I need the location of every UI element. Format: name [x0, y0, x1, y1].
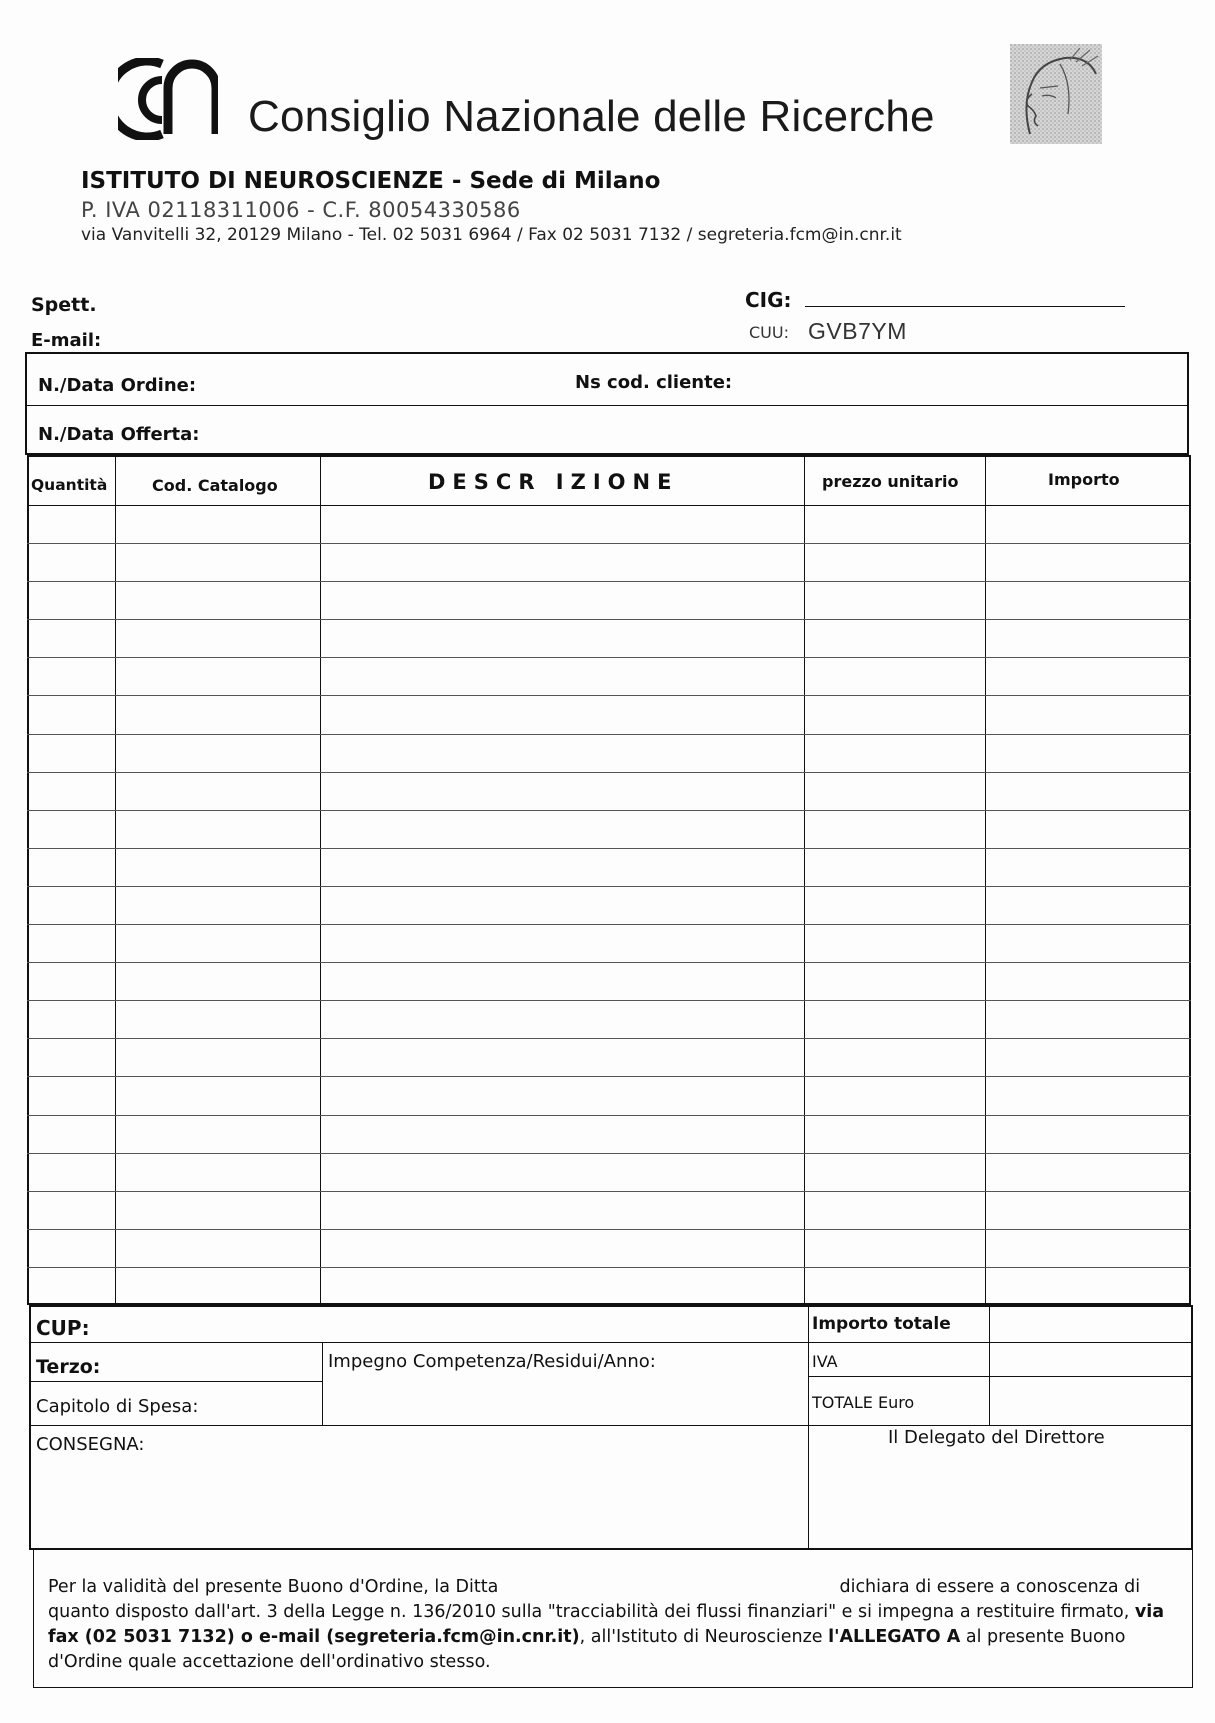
table-row[interactable] — [27, 1038, 1191, 1039]
legal-text-allegato: l'ALLEGATO A — [828, 1627, 961, 1647]
table-row[interactable] — [27, 619, 1191, 620]
legal-text — [48, 1575, 1178, 1675]
order-info-box — [25, 352, 1189, 455]
table-row[interactable] — [27, 1191, 1191, 1192]
table-row[interactable] — [27, 886, 1191, 887]
col-header-quantita: Quantità — [31, 476, 108, 494]
email-label: E-mail: — [31, 330, 102, 351]
institute-address: via Vanvitelli 32, 20129 Milano - Tel. 02 5031 6964 / Fax 02 5031 7132 / segreteria.fcm@in.cnr.it — [81, 225, 902, 245]
table-row[interactable] — [27, 734, 1191, 735]
table-row[interactable] — [27, 1229, 1191, 1230]
terzo-label: Terzo: — [36, 1356, 101, 1378]
col-header-prezzo-unitario: prezzo unitario — [822, 472, 959, 491]
portrait-sketch-icon — [1010, 44, 1102, 144]
impegno-label: Impegno Competenza/Residui/Anno: — [328, 1351, 656, 1372]
table-row[interactable] — [27, 772, 1191, 773]
table-row[interactable] — [27, 848, 1191, 849]
col-divider-1 — [115, 455, 116, 1305]
order-info-divider — [25, 405, 1189, 406]
cup-label: CUP: — [36, 1316, 90, 1340]
cuu-label: CUU: — [749, 323, 789, 342]
fiscal-codes: P. IVA 02118311006 - C.F. 80054330586 — [81, 198, 521, 222]
importo-totale-label: Importo totale — [812, 1314, 951, 1334]
items-table — [27, 455, 1191, 1305]
iva-label: IVA — [812, 1352, 838, 1371]
capitolo-label: Capitolo di Spesa: — [36, 1396, 199, 1417]
spett-label: Spett. — [31, 294, 97, 316]
offer-number-label: N./Data Offerta: — [38, 424, 200, 445]
client-code-label: Ns cod. cliente: — [575, 372, 733, 393]
col-divider-4 — [985, 455, 986, 1305]
table-row[interactable] — [27, 1000, 1191, 1001]
legal-text-part3: , all'Istituto di Neuroscienze — [579, 1627, 823, 1647]
footer-line-2 — [29, 1381, 322, 1382]
order-number-label: N./Data Ordine: — [38, 375, 197, 396]
col-header-cod-catalogo: Cod. Catalogo — [152, 476, 278, 495]
org-name: Consiglio Nazionale delle Ricerche — [248, 92, 935, 141]
col-divider-3 — [804, 455, 805, 1305]
totale-euro-label: TOTALE Euro — [812, 1393, 915, 1412]
table-row[interactable] — [27, 924, 1191, 925]
col-header-descrizione: DESCR IZIONE — [428, 470, 679, 494]
table-row[interactable] — [27, 1115, 1191, 1116]
col-header-importo: Importo — [1048, 470, 1120, 489]
cig-field-line[interactable] — [805, 306, 1125, 307]
institute-name: ISTITUTO DI NEUROSCIENZE - Sede di Milano — [81, 168, 661, 194]
cnr-logo-icon — [118, 58, 218, 140]
table-row[interactable] — [27, 657, 1191, 658]
table-row[interactable] — [27, 543, 1191, 544]
col-divider-2 — [320, 455, 321, 1305]
items-table-header-line — [27, 505, 1191, 506]
table-row[interactable] — [27, 1076, 1191, 1077]
footer-vline-right — [989, 1305, 990, 1425]
consegna-label: CONSEGNA: — [36, 1434, 145, 1455]
legal-text-part1: Per la validità del presente Buono d'Ordine, la Ditta — [48, 1577, 499, 1597]
footer-vline-left — [322, 1342, 323, 1425]
table-row[interactable] — [27, 581, 1191, 582]
cig-label: CIG: — [745, 288, 792, 312]
cuu-value: GVB7YM — [808, 318, 907, 344]
table-row[interactable] — [27, 962, 1191, 963]
footer-line-1 — [29, 1342, 1193, 1343]
footer-vline-mid — [808, 1305, 809, 1550]
legal-text-part4: al presente Buono d'Ordine quale accettazione dell'ordinativo stesso. — [48, 1627, 1126, 1672]
footer-line-iva — [808, 1376, 1193, 1377]
footer-line-3 — [29, 1425, 1193, 1426]
table-row[interactable] — [27, 695, 1191, 696]
legal-text-part2: dichiara di essere a conoscenza di quanto disposto dall'art. 3 della Legge n. 136/2010 sulla "tracciabilità dei flussi finanziari" e si impegna a restituire firmato, — [48, 1577, 1141, 1622]
legal-text-contacts: via fax (02 5031 7132) o e-mail (segreteria.fcm@in.cnr.it) — [48, 1602, 1165, 1647]
delegato-label: Il Delegato del Direttore — [888, 1427, 1105, 1448]
table-row[interactable] — [27, 1153, 1191, 1154]
table-row[interactable] — [27, 810, 1191, 811]
table-row[interactable] — [27, 1267, 1191, 1268]
